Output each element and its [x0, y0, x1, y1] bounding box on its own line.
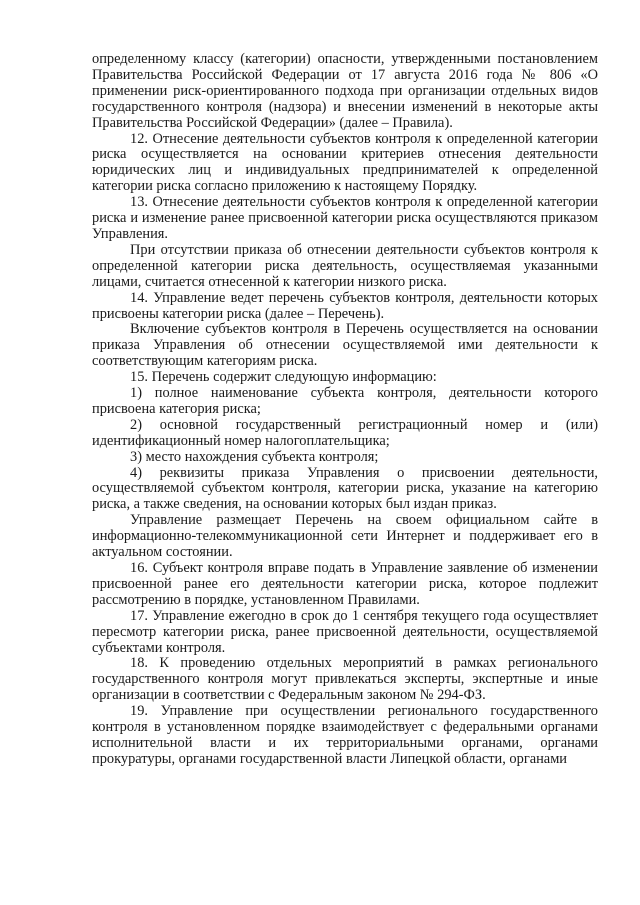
paragraph-19: 19. Управление при осуществлении регионального государственного контроля в установленном порядке взаимодействует с федеральными органами исполнительной власти и их территориальными органами, органами прокуратуры, органами государственной власти Липецкой области, органами [92, 703, 598, 767]
list-item-3: 3) место нахождения субъекта контроля; [130, 448, 379, 465]
paragraph-17: 17. Управление ежегодно в срок до 1 сентября текущего года осуществляет пересмотр категории риска, ранее присвоенной деятельности, осуществляемой субъектами контроля. [92, 607, 598, 656]
paragraph-rules-reference: определенному классу (категории) опасности, утвержденными постановлением Правительства Российской Федерации от 17 августа 2016 года № 806 «О применении риск-ориентированного подхода при организации отдельных видов государственного контроля (надзора) и внесении изменений в некоторые акты Правительства Российской Федерации» (далее – Правила). [92, 51, 598, 131]
paragraph-14: 14. Управление ведет перечень субъектов контроля, деятельности которых присвоены категории риска (далее – Перечень). [92, 289, 598, 322]
document-page [92, 52, 598, 768]
paragraph-18: 18. К проведению отдельных мероприятий в рамках регионального государственного контроля могут привлекаться эксперты, экспертные и иные организации в соответствии с Федеральным законом № 294-ФЗ. [92, 655, 598, 704]
paragraph-publication: Управление размещает Перечень на своем официальном сайте в информационно-телекоммуникационной сети Интернет и поддерживает его в актуальном состоянии. [92, 512, 598, 561]
list-item-1: 1) полное наименование субъекта контроля, деятельности которого присвоена категория риска; [92, 385, 598, 417]
list-item-2: 2) основной государственный регистрационный номер и (или) идентификационный номер налогоплательщика; [92, 416, 598, 449]
paragraph-16: 16. Субъект контроля вправе подать в Управление заявление об изменении присвоенной ранее его деятельности категории риска, которое подлежит рассмотрению в порядке, установленном Правилами. [92, 560, 598, 608]
paragraph-12: 12. Отнесение деятельности субъектов контроля к определенной категории риска осуществляется на основании критериев отнесения деятельности юридических лиц и индивидуальных предпринимателей к определенной категории риска согласно приложению к настоящему Порядку. [92, 130, 598, 195]
paragraph-no-order: При отсутствии приказа об отнесении деятельности субъектов контроля к определенной категории риска деятельность, осуществляемая указанными лицами, считается отнесенной к категории низкого риска. [92, 241, 598, 290]
list-item-4: 4) реквизиты приказа Управления о присвоении деятельности, осуществляемой субъектом контроля, категории риска, указание на категорию риска, а также сведения, на основании которых был издан приказ. [92, 464, 598, 513]
paragraph-inclusion: Включение субъектов контроля в Перечень осуществляется на основании приказа Управления об отнесении осуществляемой ими деятельности к соответствующим категориям риска. [92, 321, 598, 370]
paragraph-15: 15. Перечень содержит следующую информацию: [130, 369, 437, 386]
paragraph-13: 13. Отнесение деятельности субъектов контроля к определенной категории риска и изменение ранее присвоенной категории риска осуществляются приказом Управления. [92, 194, 598, 242]
